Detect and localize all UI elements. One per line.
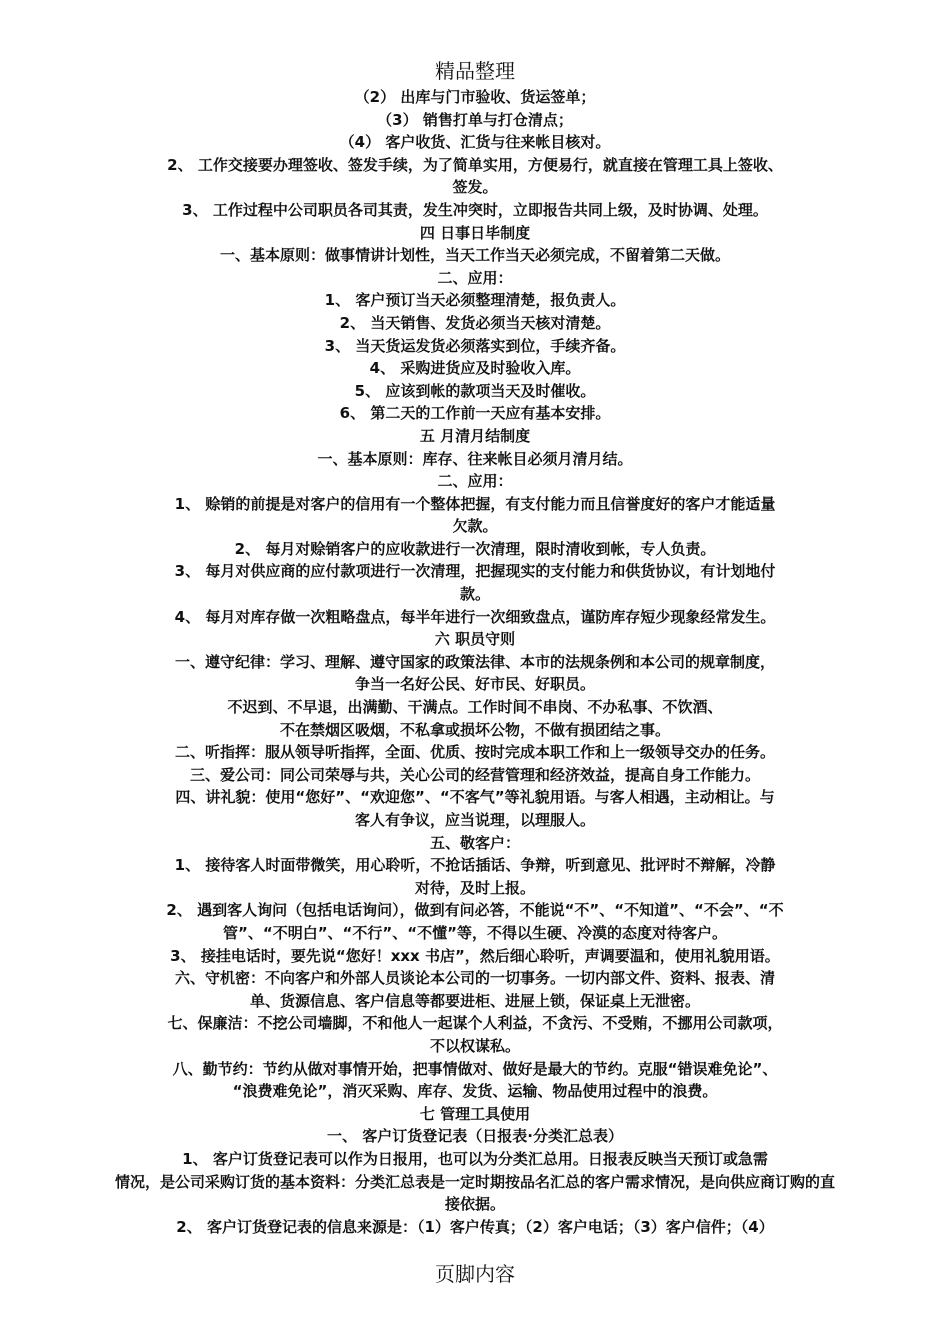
text-line: 2、 当天销售、发货必须当天核对清楚。 <box>339 313 611 332</box>
text-line: 不以权谋私。 <box>429 1036 520 1055</box>
text-line: 四 日事日毕制度 <box>419 223 531 242</box>
text-line: 一、基本原则：做事情讲计划性，当天工作当天必须完成，不留着第二天做。 <box>219 246 730 265</box>
text-line: 4、 每月对库存做一次粗略盘点，每半年进行一次细致盘点，谨防库存短少现象经常发生。 <box>174 607 776 626</box>
text-line: 七 管理工具使用 <box>419 1104 531 1123</box>
text-line: 二、应用： <box>437 268 513 287</box>
text-line: 不在禁烟区吸烟，不私拿或损坏公物，不做有损团结之事。 <box>279 720 670 739</box>
text-line: 七、保廉洁：不挖公司墙脚，不和他人一起谋个人利益，不贪污、不受贿，不挪用公司款项， <box>167 1014 783 1033</box>
document-body <box>70 86 880 1238</box>
text-line: 2、 每月对赊销客户的应收款进行一次清理，限时清收到帐，专人负责。 <box>234 539 716 558</box>
text-line: 签发。 <box>452 178 498 197</box>
text-line: （2） 出库与门市验收、货运签单； <box>354 88 596 106</box>
text-line: 2、 遇到客人询问（包括电话询问），做到有问必答，不能说“不”、“不知道”、“不会”、“不 <box>166 901 784 920</box>
text-line: 一、基本原则：库存、往来帐目必须月清月结。 <box>317 449 633 468</box>
text-line: 五 月清月结制度 <box>419 426 531 445</box>
text-line: 二、应用： <box>437 472 513 491</box>
page-footer: 页脚内容 <box>435 1262 515 1286</box>
text-line: 五、敬客户： <box>429 833 520 852</box>
text-line: 6、 第二天的工作前一天应有基本安排。 <box>339 404 611 423</box>
text-line: 3、 每月对供应商的应付款项进行一次清理，把握现实的支付能力和供货协议，有计划地付 <box>174 562 776 581</box>
page-header: 精品整理 <box>435 59 515 83</box>
text-line: 单、货源信息、客户信息等都要进柜、进屉上锁，保证桌上无泄密。 <box>249 991 700 1010</box>
text-line: 八、勤节约：节约从做对事情开始，把事情做对、做好是最大的节约。克服“错误难免论”、 <box>172 1059 778 1078</box>
text-line: 1、 接待客人时面带微笑，用心聆听，不抢话插话、争辩，听到意见、批评时不辩解，冷静 <box>174 856 776 875</box>
text-line: 客人有争议，应当说理，以理服人。 <box>354 811 595 829</box>
text-line: （4） 客户收货、汇货与往来帐目核对。 <box>339 133 611 152</box>
text-line: 四、讲礼貌：使用“您好”、“欢迎您”、“不客气”等礼貌用语。与客人相遇，主动相让。与 <box>175 788 775 807</box>
text-line: 六 职员守则 <box>434 630 516 649</box>
text-line: 六、守机密：不向客户和外部人员谈论本公司的一切事务。一切内部文件、资料、报表、清 <box>174 969 775 988</box>
text-line: 管”、“不明白”、“不行”、“不懂”等，不得以生硬、冷漠的态度对待客户。 <box>222 923 727 942</box>
text-line: 3、 接挂电话时，要先说“您好！xxx 书店”，然后细心聆听，声调要温和，使用礼貌用语。 <box>170 946 780 965</box>
text-line: 3、 当天货运发货必须落实到位，手续齐备。 <box>324 336 626 355</box>
text-line: 4、 采购进货应及时验收入库。 <box>369 359 581 378</box>
text-line: 1、 客户预订当天必须整理清楚，报负责人。 <box>324 291 626 310</box>
text-line: 争当一名好公民、好市民、好职员。 <box>354 675 595 694</box>
text-line: 2、 工作交接要办理签收、签发手续，为了简单实用，方便易行，就直接在管理工具上签收、 <box>167 155 783 174</box>
text-line: 1、 赊销的前提是对客户的信用有一个整体把握，有支付能力而且信誉度好的客户才能适量 <box>174 494 776 513</box>
text-line: 3、 工作过程中公司职员各司其责，发生冲突时，立即报告共同上级，及时协调、处理。 <box>182 200 768 219</box>
text-line: 款。 <box>459 585 490 604</box>
text-line: 1、 客户订货登记表可以作为日报用，也可以为分类汇总用。日报表反映当天预订或急需 <box>182 1149 768 1168</box>
text-line: 二、听指挥：服从领导听指挥，全面、优质、按时完成本职工作和上一级领导交办的任务。 <box>174 743 775 762</box>
text-line: 2、 客户订货登记表的信息来源是：（1）客户传真；（2）客户电话；（3）客户信件；（4） <box>176 1217 774 1236</box>
text-line: 对待，及时上报。 <box>414 878 535 897</box>
text-line: 接依据。 <box>444 1195 505 1214</box>
text-line: 一、 客户订货登记表（日报表·分类汇总表） <box>327 1127 623 1146</box>
text-line: “浪费难免论”，消灭采购、库存、发货、运输、物品使用过程中的浪费。 <box>232 1082 718 1101</box>
text-line: 三、爱公司：同公司荣辱与共，关心公司的经营管理和经济效益，提高自身工作能力。 <box>189 765 760 784</box>
text-line: 一、遵守纪律：学习、理解、遵守国家的政策法律、本市的法规条例和本公司的规章制度， <box>174 652 775 671</box>
text-line: 情况，是公司采购订货的基本资料：分类汇总表是一定时期按品名汇总的客户需求情况，是向供应商订购的直 <box>114 1172 835 1191</box>
text-line: 5、 应该到帐的款项当天及时催收。 <box>354 381 596 400</box>
text-line: 不迟到、不早退，出满勤、干满点。工作时间不串岗、不办私事、不饮酒、 <box>227 698 723 717</box>
text-line: 欠款。 <box>452 517 498 536</box>
text-line: （3） 销售打单与打仓清点； <box>377 110 573 129</box>
